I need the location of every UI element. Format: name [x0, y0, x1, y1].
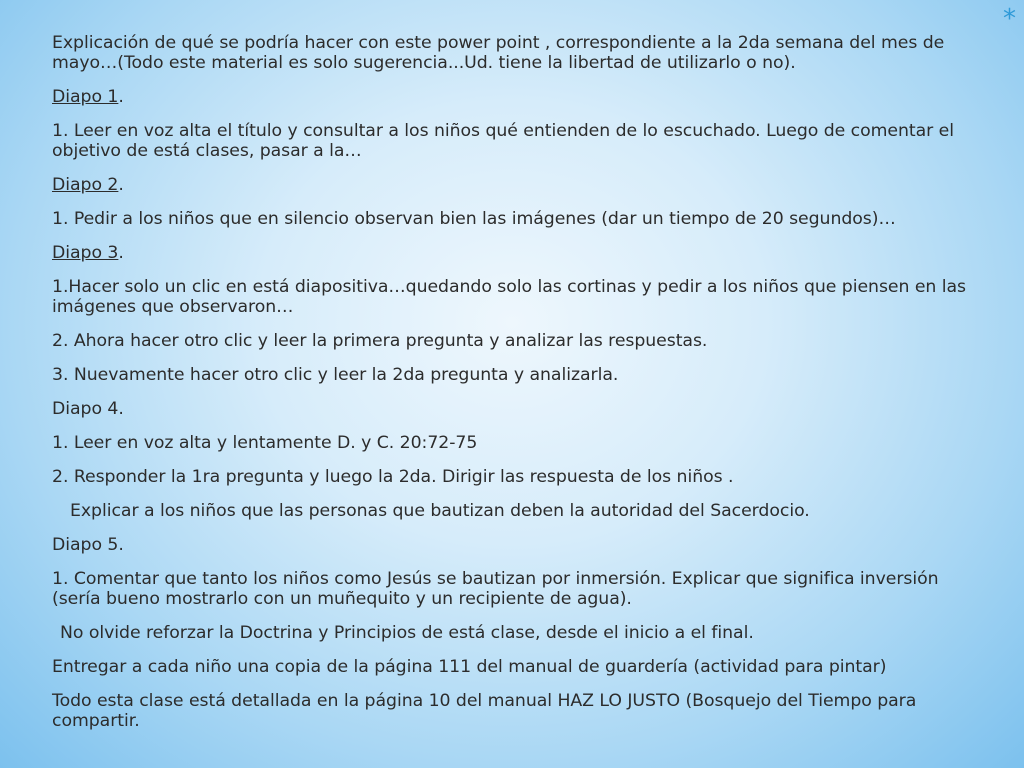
- slide-body: [52, 33, 987, 745]
- closing-paragraph-1: Entregar a cada niño una copia de la página 111 del manual de guardería (actividad para pintar): [52, 657, 887, 677]
- diapo-4-item-1: 1. Leer en voz alta y lentamente D. y C. 20:72-75: [52, 433, 478, 453]
- diapo-2-link[interactable]: Diapo 2: [52, 175, 119, 195]
- diapo-2-heading[interactable]: Diapo 2.: [52, 175, 124, 195]
- diapo-5-item-2: No olvide reforzar la Doctrina y Principios de está clase, desde el inicio a el final.: [60, 623, 754, 643]
- diapo-4-heading: Diapo 4.: [52, 399, 124, 419]
- diapo-3-item-1: 1.Hacer solo un clic en está diapositiva…quedando solo las cortinas y pedir a los niños que piensen en las imágenes que observaron…: [52, 277, 967, 317]
- diapo-1-link[interactable]: Diapo 1: [52, 87, 119, 107]
- diapo-5-heading: Diapo 5.: [52, 535, 124, 555]
- diapo-1-heading[interactable]: Diapo 1.: [52, 87, 124, 107]
- intro-paragraph: Explicación de qué se podría hacer con este power point , correspondiente a la 2da semana del mes de mayo…(Todo este material es solo sugerencia...Ud. tiene la libertad de utilizarlo o no).: [52, 33, 945, 73]
- asterisk-icon: *: [1003, 4, 1016, 34]
- diapo-3-item-3: 3. Nuevamente hacer otro clic y leer la 2da pregunta y analizarla.: [52, 365, 619, 385]
- diapo-3-link[interactable]: Diapo 3: [52, 243, 119, 263]
- diapo-4-item-3: Explicar a los niños que las personas que bautizan deben la autoridad del Sacerdocio.: [70, 501, 810, 521]
- diapo-1-item-1: 1. Leer en voz alta el título y consultar a los niños qué entienden de lo escuchado. Luego de comentar el objetivo de está clases, pasar a la…: [52, 121, 954, 161]
- diapo-4-item-2: 2. Responder la 1ra pregunta y luego la 2da. Dirigir las respuesta de los niños .: [52, 467, 734, 487]
- diapo-3-heading[interactable]: Diapo 3.: [52, 243, 124, 263]
- closing-paragraph-2: Todo esta clase está detallada en la página 10 del manual HAZ LO JUSTO (Bosquejo del Tiempo para compartir.: [52, 691, 917, 731]
- diapo-2-item-1: 1. Pedir a los niños que en silencio observan bien las imágenes (dar un tiempo de 20 segundos)…: [52, 209, 896, 229]
- diapo-5-item-1: 1. Comentar que tanto los niños como Jesús se bautizan por inmersión. Explicar que significa inversión (sería bueno mostrarlo con un muñequito y un recipiente de agua).: [52, 569, 939, 609]
- diapo-3-item-2: 2. Ahora hacer otro clic y leer la primera pregunta y analizar las respuestas.: [52, 331, 708, 351]
